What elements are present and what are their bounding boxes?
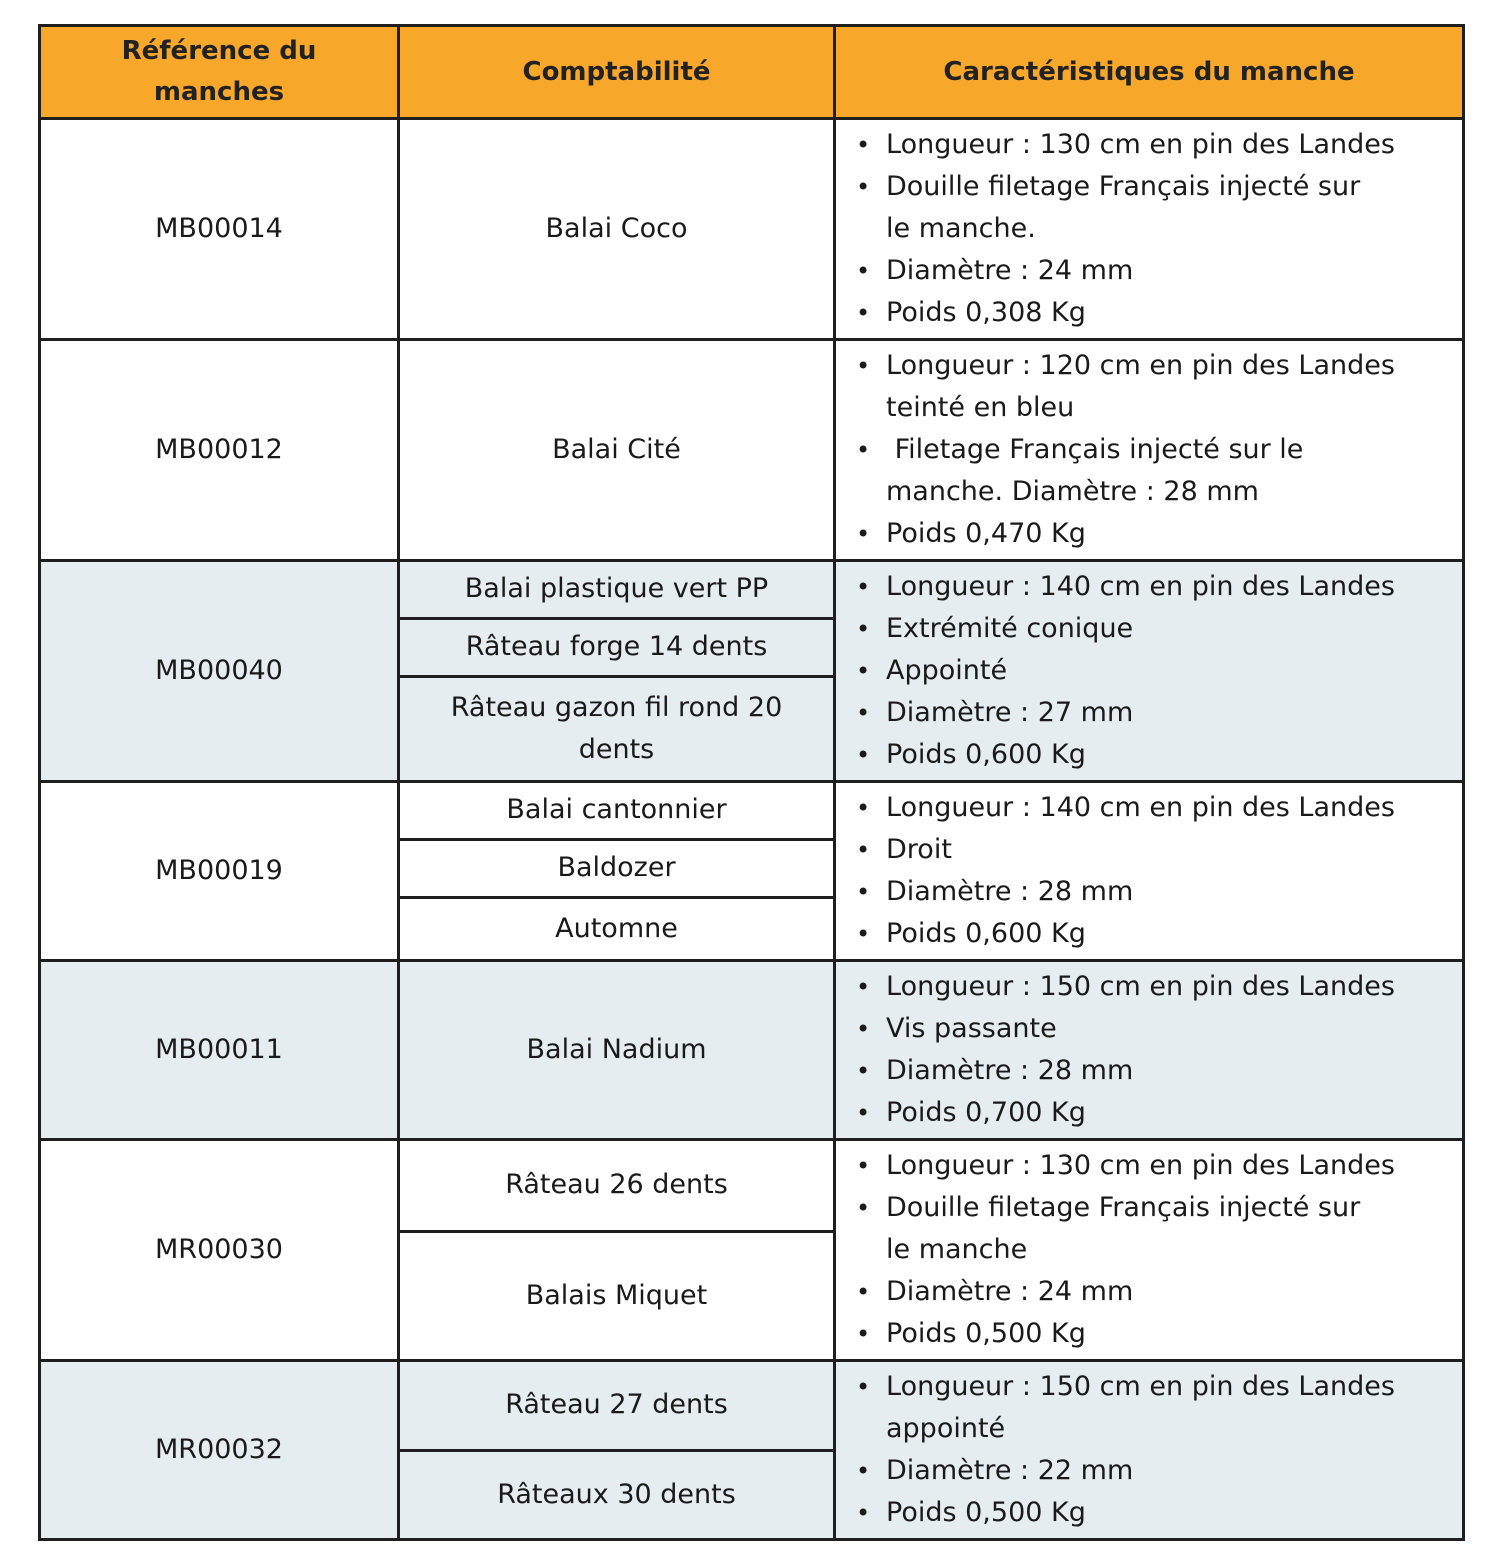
- comp-cell: Automne: [399, 897, 835, 960]
- header-caracteristiques: Caractéristiques du manche: [835, 26, 1464, 119]
- ref-cell: MB00011: [40, 961, 399, 1140]
- char-item: • Douille filetage Français injecté sur le manche: [886, 1187, 1462, 1271]
- comp-cell: Balai plastique vert PP: [399, 561, 835, 619]
- comp-cell: Râteaux 30 dents: [399, 1450, 835, 1540]
- comp-cell: Râteau forge 14 dents: [399, 618, 835, 676]
- comp-cell: Balai cantonnier: [399, 782, 835, 840]
- handles-table: [38, 24, 1465, 1541]
- char-item: • Poids 0,470 Kg: [886, 513, 1462, 555]
- char-item: • Diamètre : 24 mm: [886, 1271, 1462, 1313]
- ref-cell: MB00019: [40, 782, 399, 961]
- ref-cell: MB00040: [40, 561, 399, 782]
- comp-cell: Râteau 27 dents: [399, 1361, 835, 1451]
- chars-cell: [835, 561, 1464, 782]
- char-item: • Poids 0,700 Kg: [886, 1092, 1462, 1134]
- chars-cell: [835, 782, 1464, 961]
- char-item: • Longueur : 130 cm en pin des Landes: [886, 1145, 1462, 1187]
- comp-line: Râteau gazon fil rond 20: [450, 691, 783, 723]
- chars-cell: [835, 340, 1464, 561]
- table-row: [40, 340, 1464, 561]
- chars-cell: [835, 1361, 1464, 1540]
- table-row: [40, 1140, 1464, 1232]
- char-item: • Poids 0,500 Kg: [886, 1492, 1462, 1534]
- comp-cell: Balai Coco: [399, 119, 835, 340]
- chars-cell: [835, 119, 1464, 340]
- char-item: • Longueur : 140 cm en pin des Landes: [886, 787, 1462, 829]
- table-row: [40, 1361, 1464, 1451]
- comp-cell: Baldozer: [399, 839, 835, 897]
- comp-cell: Balai Nadium: [399, 961, 835, 1140]
- char-item: • Diamètre : 28 mm: [886, 1050, 1462, 1092]
- chars-cell: [835, 961, 1464, 1140]
- char-item: • Longueur : 150 cm en pin des Landes: [886, 966, 1462, 1008]
- char-item: • Diamètre : 24 mm: [886, 250, 1462, 292]
- ref-cell: MR00030: [40, 1140, 399, 1361]
- char-item: • Longueur : 150 cm en pin des Landes appointé: [886, 1366, 1462, 1450]
- char-item: • Poids 0,600 Kg: [886, 913, 1462, 955]
- table-row: [40, 961, 1464, 1140]
- char-item: • Longueur : 120 cm en pin des Landes teinté en bleu: [886, 345, 1462, 429]
- ref-cell: MB00014: [40, 119, 399, 340]
- header-reference-line2: manches: [153, 77, 285, 107]
- char-item: • Poids 0,308 Kg: [886, 292, 1462, 334]
- header-comptabilite: Comptabilité: [399, 26, 835, 119]
- char-item: • Longueur : 130 cm en pin des Landes: [886, 124, 1462, 166]
- char-item: • Filetage Français injecté sur le manche. Diamètre : 28 mm: [886, 429, 1462, 513]
- char-item: • Droit: [886, 829, 1462, 871]
- comp-cell: [399, 676, 835, 781]
- header-row: [40, 26, 1464, 119]
- char-item: • Poids 0,500 Kg: [886, 1313, 1462, 1355]
- table-row: [40, 561, 1464, 619]
- table-row: [40, 782, 1464, 840]
- chars-cell: [835, 1140, 1464, 1361]
- ref-cell: MB00012: [40, 340, 399, 561]
- comp-cell: Balais Miquet: [399, 1231, 835, 1360]
- char-item: • Vis passante: [886, 1008, 1462, 1050]
- char-item: • Diamètre : 28 mm: [886, 871, 1462, 913]
- char-item: • Diamètre : 27 mm: [886, 692, 1462, 734]
- table-row: [40, 119, 1464, 340]
- char-item: • Douille filetage Français injecté sur le manche.: [886, 166, 1462, 250]
- char-item: • Appointé: [886, 650, 1462, 692]
- char-item: • Longueur : 140 cm en pin des Landes: [886, 566, 1462, 608]
- comp-cell: Râteau 26 dents: [399, 1140, 835, 1232]
- char-item: • Poids 0,600 Kg: [886, 734, 1462, 776]
- ref-cell: MR00032: [40, 1361, 399, 1540]
- char-item: • Extrémité conique: [886, 608, 1462, 650]
- comp-line: dents: [578, 733, 655, 765]
- comp-cell: Balai Cité: [399, 340, 835, 561]
- header-reference-line1: Référence du: [121, 36, 317, 66]
- char-item: • Diamètre : 22 mm: [886, 1450, 1462, 1492]
- header-reference: [40, 26, 399, 119]
